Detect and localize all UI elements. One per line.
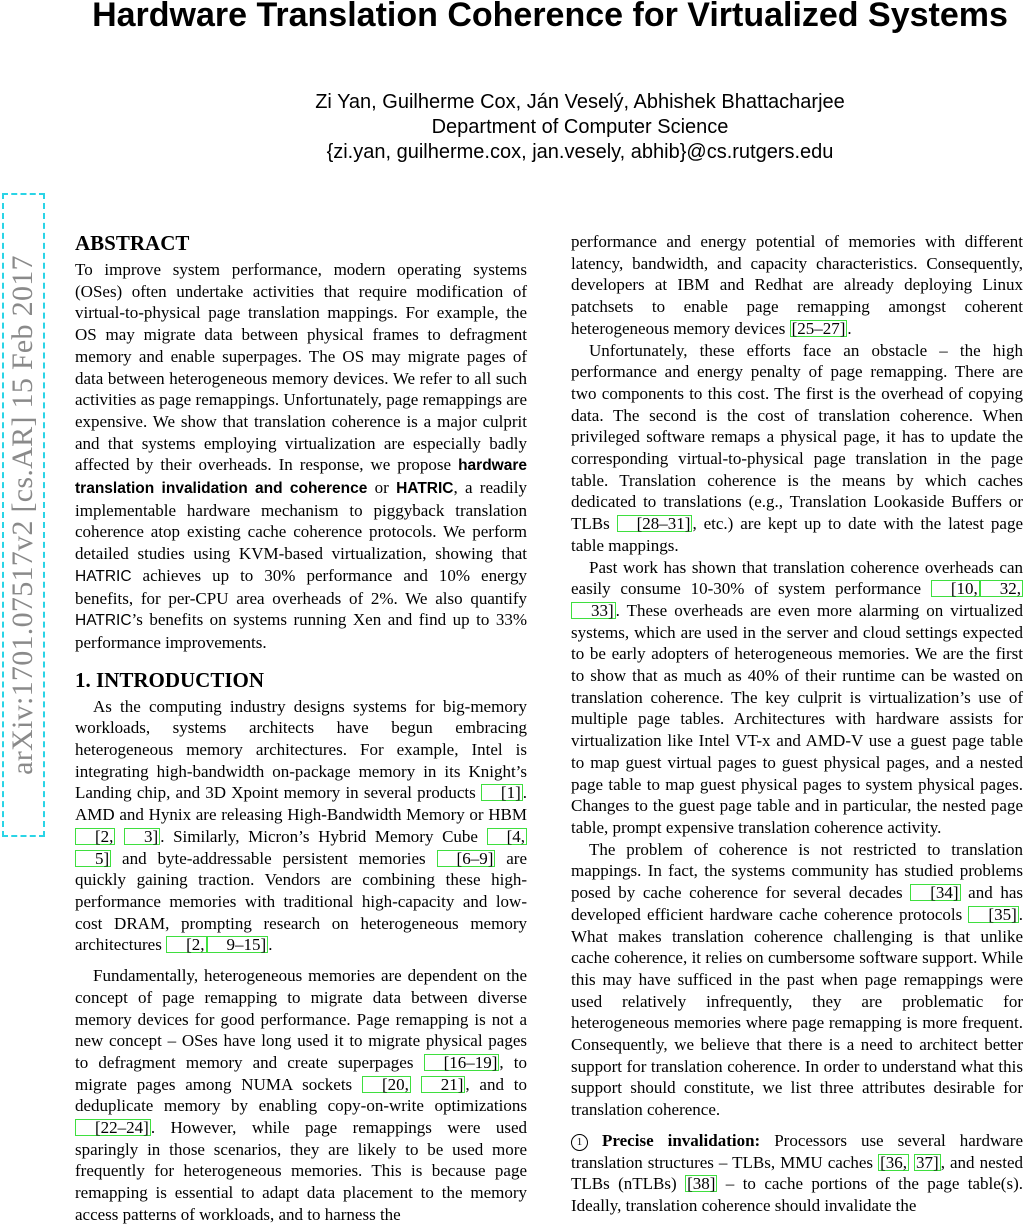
- right-column: [571, 231, 1023, 1217]
- arxiv-stamp[interactable]: arXiv:1701.07517v2 [cs.AR] 15 Feb 2017: [6, 255, 39, 775]
- citation-link[interactable]: 9–15]: [207, 936, 269, 953]
- citation-link[interactable]: [16–19]: [424, 1054, 500, 1071]
- citation-link[interactable]: [36,: [880, 1152, 907, 1172]
- introduction-heading: 1. INTRODUCTION: [75, 667, 265, 692]
- citation-link[interactable]: 21]: [421, 1076, 466, 1093]
- citation-link[interactable]: 3]: [124, 828, 160, 845]
- citation-link[interactable]: [22–24]: [75, 1119, 151, 1136]
- citation-link[interactable]: [10,: [931, 580, 980, 597]
- citation-link[interactable]: [38]: [687, 1174, 716, 1194]
- author-emails[interactable]: {zi.yan, guilherme.cox, jan.vesely, abhib}@cs.rutgers.edu: [326, 141, 834, 163]
- citation-link[interactable]: [4,: [487, 828, 527, 845]
- citation-link[interactable]: [35]: [968, 906, 1018, 923]
- attribute-precise-invalidation: 1 Precise invalidation: Processors use several hardware translation structures – TLBs, MMU caches [36, 37] , and nested TLBs (nTLBs) [38] – to cache portions of the page table(s). Ideally, translation coherence should invalidate the: [571, 1130, 1024, 1215]
- hatric-acronym: HATRIC: [396, 480, 454, 498]
- intro-paragraph-2-cont: performance and energy potential of memories with different latency, bandwidth, and capacity characteristics. Consequently, developers at IBM and Redhat are already deploying Linux patchsets to enable page remapping amongst coherent heterogeneous memory devices [25–27] .: [571, 232, 1023, 338]
- citation-link[interactable]: [2,: [166, 936, 206, 953]
- citation-link[interactable]: 5]: [75, 850, 111, 867]
- citation-link[interactable]: 37]: [916, 1152, 939, 1172]
- intro-paragraph-2: Fundamentally, heterogeneous memories are dependent on the concept of page remapping to migrate data between diverse memory devices for good performance. Page remapping is not a new concept – OSes have long used it to migrate physical pages to defragment memory and create superpages [16–19] , to migrate pages among NUMA sockets [20, 21] , and to deduplicate memory by enabling copy-on-write optimizations [22–24] . However, while page remappings were used sparingly in those scenarios, they are likely to be used more frequently for heterogeneous memories. This is because page remapping is essential to adapt data placement to the memory access patterns of workloads, and to harness the: [75, 966, 527, 1224]
- hatric-expansion: hardware translation invalidation and coherence: [75, 457, 527, 498]
- author-affiliation: Department of Computer Science: [431, 116, 729, 138]
- intro-paragraph-1: As the computing industry designs systems for big-memory workloads, systems architects have begun embracing heterogeneous memory architectures. For example, Intel is integrating high-bandwidth on-package memory in its Knight’s Landing chip, and 3D Xpoint memory in several products [1] . AMD and Hynix are releasing High-Bandwidth Memory or HBM [2, 3] . Similarly, Micron’s Hybrid Memory Cube [4,5] and byte-addressable persistent memories [6–9] are quickly gaining traction. Vendors are combining these high-performance memories with traditional high-capacity and low-cost DRAM, prompting research on heterogeneous memory architectures [2, 9–15] .: [75, 696, 527, 955]
- author-names: Zi Yan, Guilherme Cox, Ján Veselý, Abhishek Bhattacharjee: [315, 91, 845, 113]
- citation-link[interactable]: 32,: [980, 580, 1023, 597]
- circled-number-1: 1: [571, 1134, 588, 1151]
- citation-link[interactable]: [34]: [910, 884, 960, 901]
- intro-paragraph-3: Unfortunately, these efforts face an obstacle – the high performance and energy penalty of page remapping. There are two components to this cost. The first is the overhead of copying data. The second is the cost of translation coherence. When privileged software remaps a physical page, it has to update the corresponding virtual-to-physical page translation in the page table. Translation coherence is the means by which caches dedicated to translations (e.g., Translation Lookaside Buffers or TLBs [28–31] , etc.) are kept up to date with the latest page table mappings.: [571, 340, 1023, 555]
- author-block: [130, 90, 1024, 165]
- abstract-paragraph: To improve system performance, modern operating systems (OSes) often undertake activities that require modification of virtual-to-physical page translation mappings. For example, the OS may migrate data between physical frames to defragment memory and enable superpages. The OS may migrate pages of data between heterogeneous memory devices. We refer to all such activities as page remappings. Unfortunately, page remappings are expensive. We show that translation coherence is a major culprit and that systems employing virtualization are especially badly affected by their overheads. In response, we propose hardware translation invalidation and coherence or HATRIC, a readily implementable hardware mechanism to piggyback translation coherence atop existing cache coherence protocols. We perform detailed studies using KVM-based virtualization, showing that HATRIC achieves up to 30% performance and 10% energy benefits, for per-CPU area overheads of 2%. We also quantify HATRIC’s benefits on systems running Xen and find up to 33% performance improvements.: [75, 260, 527, 652]
- citation-link[interactable]: [2,: [75, 828, 115, 845]
- citation-link[interactable]: [25–27]: [791, 318, 846, 338]
- citation-link[interactable]: [20,: [362, 1076, 411, 1093]
- intro-paragraph-5: The problem of coherence is not restricted to translation mappings. In fact, the systems community has studied problems posed by cache coherence for several decades [34] and has developed efficient hardware cache coherence protocols [35] . What makes translation coherence challenging is that unlike cache coherence, it relies on cumbersome software support. While this may have sufficed in the past when page remappings were used relatively infrequently, they are problematic for heterogeneous memories where page remapping is more frequent. Consequently, we believe that there is a need to architect better support for translation coherence. In order to understand what this support should constitute, we list three attributes desirable for translation coherence.: [571, 839, 1023, 1120]
- abstract-heading: ABSTRACT: [75, 231, 190, 255]
- citation-link[interactable]: [28–31]: [617, 515, 693, 532]
- intro-paragraph-4: Past work has shown that translation coherence overheads can easily consume 10-30% of system performance [10, 32, 33] . These overheads are even more alarming on virtualized systems, which are used in the server and cloud settings expected to be early adopters of heterogeneous memories. We are the first to show that as much as 40% of their runtime can be wasted on translation coherence. The key culprit is virtualization’s use of multiple page tables. Architectures with hardware assists for virtualization like Intel VT-x and AMD-V use a guest page table to map guest virtual pages to guest physical pages, and a nested page table to map guest physical pages to system physical pages. Changes to the guest page table and in particular, the nested page table, prompt expensive translation coherence activity.: [571, 557, 1023, 837]
- citation-link[interactable]: [6–9]: [437, 850, 496, 867]
- citation-link[interactable]: 33]: [571, 602, 616, 619]
- left-column: [75, 229, 527, 1226]
- citation-link[interactable]: [1]: [481, 784, 523, 801]
- paper-title: Hardware Translation Coherence for Virtualized Systems: [92, 0, 1008, 34]
